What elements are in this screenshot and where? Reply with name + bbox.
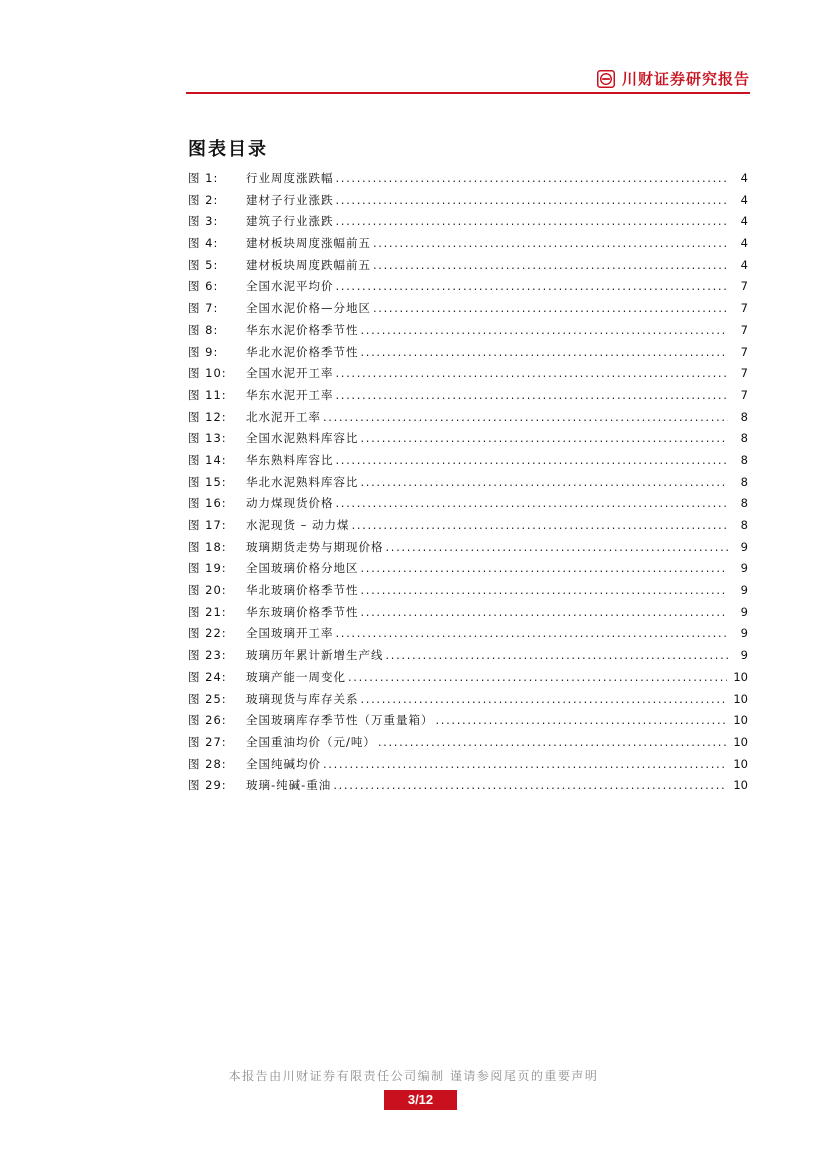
toc-entry-title: 华东水泥价格季节性 xyxy=(246,322,359,337)
toc-entry-page-number: 7 xyxy=(740,344,748,359)
toc-entry-page-number: 9 xyxy=(740,626,748,641)
toc-entry-label: 图 12: xyxy=(188,409,227,424)
toc-dot-leader xyxy=(386,645,729,667)
toc-entry[interactable] xyxy=(188,667,748,689)
toc-entry-title: 全国水泥平均价 xyxy=(246,279,334,294)
toc-entry-title: 华北水泥熟料库容比 xyxy=(246,474,359,489)
toc-entry-label: 图 2: xyxy=(188,192,219,207)
toc-dot-leader xyxy=(323,754,727,776)
toc-entry-page-number: 8 xyxy=(740,474,748,489)
toc-entry-page-number: 8 xyxy=(740,431,748,446)
brand-name: 川财证券研究报告 xyxy=(621,70,750,88)
toc-entry-label: 图 22: xyxy=(188,626,227,641)
toc-entry-page-number: 4 xyxy=(740,257,748,272)
toc-entry-title: 全国纯碱均价 xyxy=(246,756,321,771)
toc-entry[interactable] xyxy=(188,385,748,407)
toc-entry-label: 图 25: xyxy=(188,691,227,706)
toc-entry-title: 全国重油均价（元/吨） xyxy=(246,734,376,749)
toc-entry-page-number: 10 xyxy=(733,669,748,684)
toc-entry[interactable] xyxy=(188,168,748,190)
toc-entry-page-number: 9 xyxy=(740,604,748,619)
toc-entry-title: 华北水泥价格季节性 xyxy=(246,344,359,359)
toc-entry-page-number: 8 xyxy=(740,452,748,467)
toc-entry-title: 建材板块周度跌幅前五 xyxy=(246,257,371,272)
toc-entry-title: 华东玻璃价格季节性 xyxy=(246,604,359,619)
page-number-badge: 3/12 xyxy=(384,1090,457,1110)
toc-entry-page-number: 7 xyxy=(740,279,748,294)
toc-entry-label: 图 24: xyxy=(188,669,227,684)
toc-entry-title: 玻璃-纯碱-重油 xyxy=(246,778,332,793)
toc-entry[interactable] xyxy=(188,320,748,342)
toc-dot-leader xyxy=(361,320,729,342)
toc-entry-label: 图 18: xyxy=(188,539,227,554)
toc-entry[interactable] xyxy=(188,515,748,537)
toc-entry[interactable] xyxy=(188,233,748,255)
toc-entry-label: 图 20: xyxy=(188,583,227,598)
toc-entry[interactable] xyxy=(188,276,748,298)
toc-entry-label: 图 3: xyxy=(188,214,219,229)
toc-entry-page-number: 7 xyxy=(740,301,748,316)
toc-entry-page-number: 8 xyxy=(740,496,748,511)
toc-dot-leader xyxy=(373,255,728,277)
toc-entry[interactable] xyxy=(188,602,748,624)
toc-dot-leader xyxy=(333,775,727,797)
toc-entry-title: 全国水泥价格—分地区 xyxy=(246,301,371,316)
toc-entry-title: 行业周度涨跌幅 xyxy=(246,171,334,185)
toc-entry-title: 玻璃产能一周变化 xyxy=(246,669,346,684)
toc-entry-page-number: 10 xyxy=(733,756,748,771)
toc-entry[interactable] xyxy=(188,493,748,515)
toc-entry[interactable] xyxy=(188,450,748,472)
toc-dot-leader xyxy=(361,689,728,711)
toc-dot-leader xyxy=(323,407,728,429)
toc-entry-title: 玻璃期货走势与期现价格 xyxy=(246,539,384,554)
toc-entry[interactable] xyxy=(188,558,748,580)
toc-entry-label: 图 13: xyxy=(188,431,227,446)
toc-entry[interactable] xyxy=(188,298,748,320)
toc-entry-title: 全国水泥开工率 xyxy=(246,366,334,381)
toc-entry-page-number: 10 xyxy=(733,691,748,706)
toc-title: 图表目录 xyxy=(188,139,268,160)
toc-entry-title: 全国玻璃库存季节性（万重量箱） xyxy=(246,713,434,728)
toc-dot-leader xyxy=(336,168,729,190)
toc-entry-label: 图 11: xyxy=(188,387,227,402)
toc-entry-title: 全国玻璃开工率 xyxy=(246,626,334,641)
toc-dot-leader xyxy=(373,298,728,320)
toc-entry-label: 图 1: xyxy=(188,171,219,185)
brand xyxy=(597,68,750,89)
toc-entry-title: 建材板块周度涨幅前五 xyxy=(246,236,371,251)
toc-entry-page-number: 4 xyxy=(740,236,748,251)
toc-entry[interactable] xyxy=(188,407,748,429)
toc-entry-page-number: 10 xyxy=(733,778,748,793)
toc-entry[interactable] xyxy=(188,754,748,776)
chuancai-logo-icon xyxy=(597,70,615,88)
toc-entry-page-number: 4 xyxy=(740,171,748,185)
toc-entry-page-number: 8 xyxy=(740,409,748,424)
toc-dot-leader xyxy=(361,342,729,364)
toc-entry-label: 图 6: xyxy=(188,279,219,294)
toc-entry-page-number: 10 xyxy=(733,734,748,749)
toc-entry-label: 图 28: xyxy=(188,756,227,771)
toc-entry-title: 全国玻璃价格分地区 xyxy=(246,561,359,576)
toc-dot-leader xyxy=(378,732,727,754)
toc-entry-title: 动力煤现货价格 xyxy=(246,496,334,511)
toc-entry-title: 华东水泥开工率 xyxy=(246,387,334,402)
toc-dot-leader xyxy=(361,602,729,624)
header-divider xyxy=(186,92,750,94)
toc-entry-label: 图 27: xyxy=(188,734,227,749)
toc-entry-page-number: 4 xyxy=(740,192,748,207)
page-header xyxy=(186,62,750,94)
toc-entry-page-number: 9 xyxy=(740,583,748,598)
toc-dot-leader xyxy=(336,190,729,212)
toc-entry[interactable] xyxy=(188,732,748,754)
toc-entry-label: 图 26: xyxy=(188,713,227,728)
toc-entry-label: 图 7: xyxy=(188,301,219,316)
toc-entry[interactable] xyxy=(188,623,748,645)
toc-dot-leader xyxy=(336,493,729,515)
toc-entry[interactable] xyxy=(188,645,748,667)
toc-dot-leader xyxy=(336,385,729,407)
toc-entry-title: 建材子行业涨跌 xyxy=(246,192,334,207)
toc-entry-label: 图 29: xyxy=(188,778,227,793)
toc-entry-title: 玻璃现货与库存关系 xyxy=(246,691,359,706)
toc-entry-page-number: 7 xyxy=(740,366,748,381)
toc-entry[interactable] xyxy=(188,428,748,450)
toc-entry[interactable] xyxy=(188,580,748,602)
toc-entry-page-number: 4 xyxy=(740,214,748,229)
toc-dot-leader xyxy=(361,558,729,580)
footer-disclaimer: 本报告由川财证券有限责任公司编制 谨请参阅尾页的重要声明 xyxy=(228,1069,599,1083)
toc-dot-leader xyxy=(336,276,729,298)
toc-entry[interactable] xyxy=(188,537,748,559)
toc-entry[interactable] xyxy=(188,710,748,732)
toc-entry[interactable] xyxy=(188,255,748,277)
toc-dot-leader xyxy=(361,580,729,602)
toc-entry-label: 图 16: xyxy=(188,496,227,511)
toc-entry-page-number: 7 xyxy=(740,322,748,337)
toc-dot-leader xyxy=(373,233,728,255)
toc-dot-leader xyxy=(336,450,729,472)
toc-entry-page-number: 9 xyxy=(740,539,748,554)
toc-entry-title: 北水泥开工率 xyxy=(246,409,321,424)
toc-entry-title: 水泥现货 – 动力煤 xyxy=(246,518,350,532)
toc-entry-label: 图 4: xyxy=(188,236,219,251)
toc-entry[interactable] xyxy=(188,689,748,711)
toc-entry-label: 图 8: xyxy=(188,322,219,337)
toc-dot-leader xyxy=(352,515,728,537)
toc-dot-leader xyxy=(336,363,729,385)
toc-dot-leader xyxy=(436,710,728,732)
toc-entry-title: 玻璃历年累计新增生产线 xyxy=(246,648,384,663)
toc-dot-leader xyxy=(361,428,729,450)
toc-entry[interactable] xyxy=(188,190,748,212)
toc-entry[interactable] xyxy=(188,775,748,797)
toc-entry-label: 图 21: xyxy=(188,604,227,619)
toc-dot-leader xyxy=(348,667,727,689)
toc-entry-label: 图 17: xyxy=(188,518,227,532)
toc-entry-label: 图 9: xyxy=(188,344,219,359)
toc-entry[interactable] xyxy=(188,472,748,494)
toc-entry[interactable] xyxy=(188,342,748,364)
toc-entry-label: 图 5: xyxy=(188,257,219,272)
toc-entry[interactable] xyxy=(188,363,748,385)
toc-entry-label: 图 14: xyxy=(188,452,227,467)
toc-entry-page-number: 9 xyxy=(740,648,748,663)
toc-entry-page-number: 10 xyxy=(733,713,748,728)
toc-dot-leader xyxy=(386,537,729,559)
toc-entry-page-number: 7 xyxy=(740,387,748,402)
toc-entry-title: 全国水泥熟料库容比 xyxy=(246,431,359,446)
toc-entry-label: 图 19: xyxy=(188,561,227,576)
toc-entry-title: 华北玻璃价格季节性 xyxy=(246,583,359,598)
toc-entry-title: 建筑子行业涨跌 xyxy=(246,214,334,229)
figure-toc-list xyxy=(188,168,748,797)
toc-entry-page-number: 8 xyxy=(740,518,748,532)
toc-dot-leader xyxy=(361,472,729,494)
toc-entry[interactable] xyxy=(188,211,748,233)
toc-dot-leader xyxy=(336,211,729,233)
toc-entry-label: 图 10: xyxy=(188,366,227,381)
toc-dot-leader xyxy=(336,623,729,645)
toc-entry-label: 图 15: xyxy=(188,474,227,489)
toc-entry-title: 华东熟料库容比 xyxy=(246,452,334,467)
toc-entry-page-number: 9 xyxy=(740,561,748,576)
toc-entry-label: 图 23: xyxy=(188,648,227,663)
